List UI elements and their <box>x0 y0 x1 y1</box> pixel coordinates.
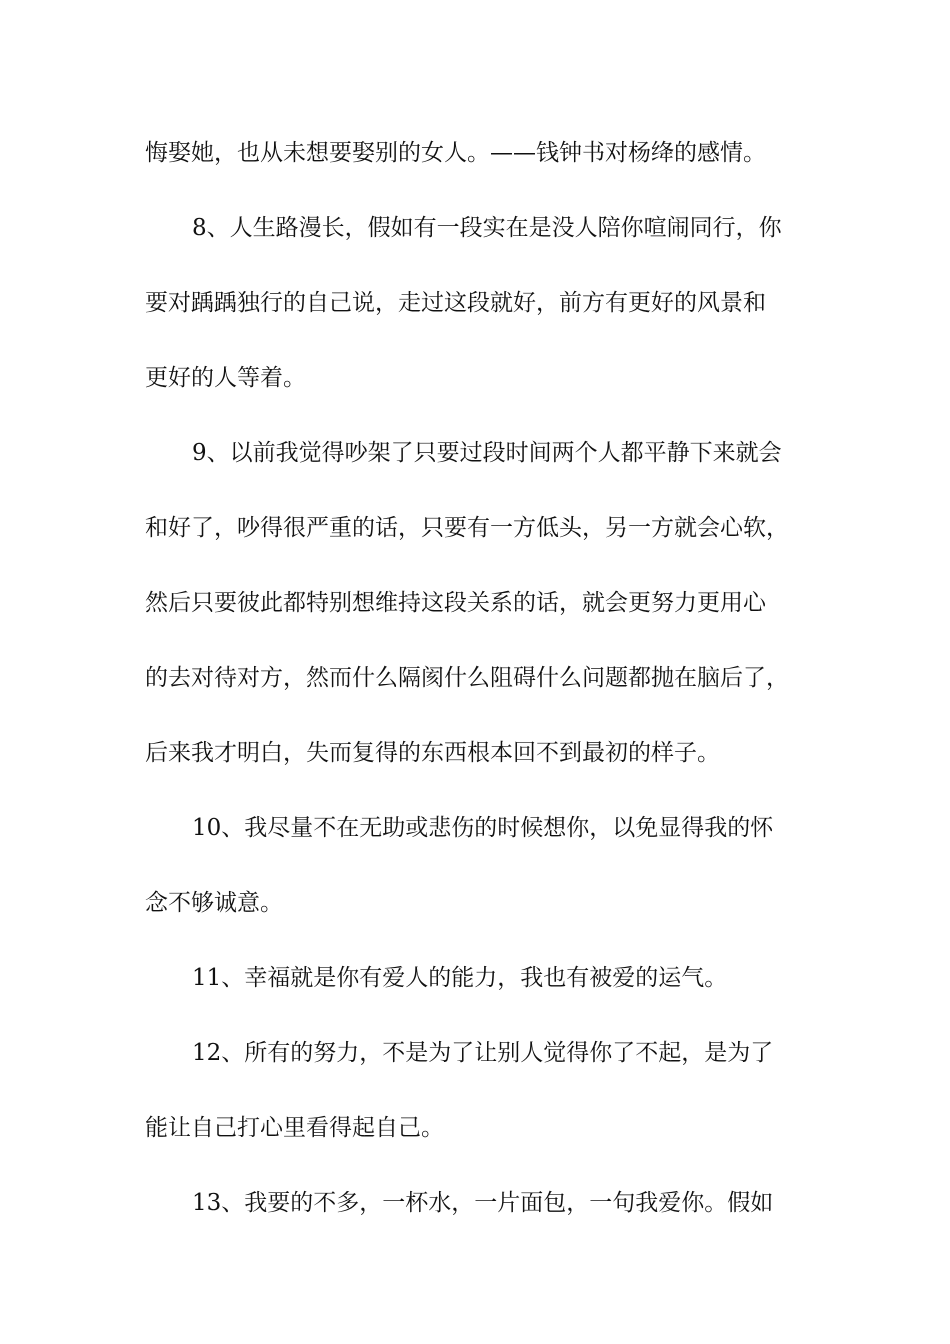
text-line: 12、所有的努力，不是为了让别人觉得你了不起，是为了 <box>192 1040 774 1066</box>
text-line: 要对踽踽独行的自己说，走过这段就好，前方有更好的风景和 <box>145 290 766 316</box>
text-line: 然后只要彼此都特别想维持这段关系的话，就会更努力更用心 <box>145 590 766 616</box>
text-line: 的去对待对方，然而什么隔阂什么阻碍什么问题都抛在脑后了， <box>145 665 789 691</box>
text-line: 8、人生路漫长，假如有一段实在是没人陪你喧闹同行，你 <box>192 215 782 241</box>
text-line: 9、以前我觉得吵架了只要过段时间两个人都平静下来就会 <box>192 440 782 466</box>
text-line: 11、幸福就是你有爱人的能力，我也有被爱的运气。 <box>192 965 728 991</box>
text-line: 和好了，吵得很严重的话，只要有一方低头，另一方就会心软， <box>145 515 789 541</box>
text-line: 后来我才明白，失而复得的东西根本回不到最初的样子。 <box>145 740 720 766</box>
text-line: 悔娶她，也从未想要娶别的女人。——钱钟书对杨绛的感情。 <box>145 140 766 166</box>
text-line: 能让自己打心里看得起自己。 <box>145 1115 444 1141</box>
text-line: 13、我要的不多，一杯水，一片面包，一句我爱你。假如 <box>192 1190 774 1216</box>
text-line: 念不够诚意。 <box>145 890 283 916</box>
text-line: 更好的人等着。 <box>145 365 306 391</box>
text-line: 10、我尽量不在无助或悲伤的时候想你，以免显得我的怀 <box>192 815 774 841</box>
